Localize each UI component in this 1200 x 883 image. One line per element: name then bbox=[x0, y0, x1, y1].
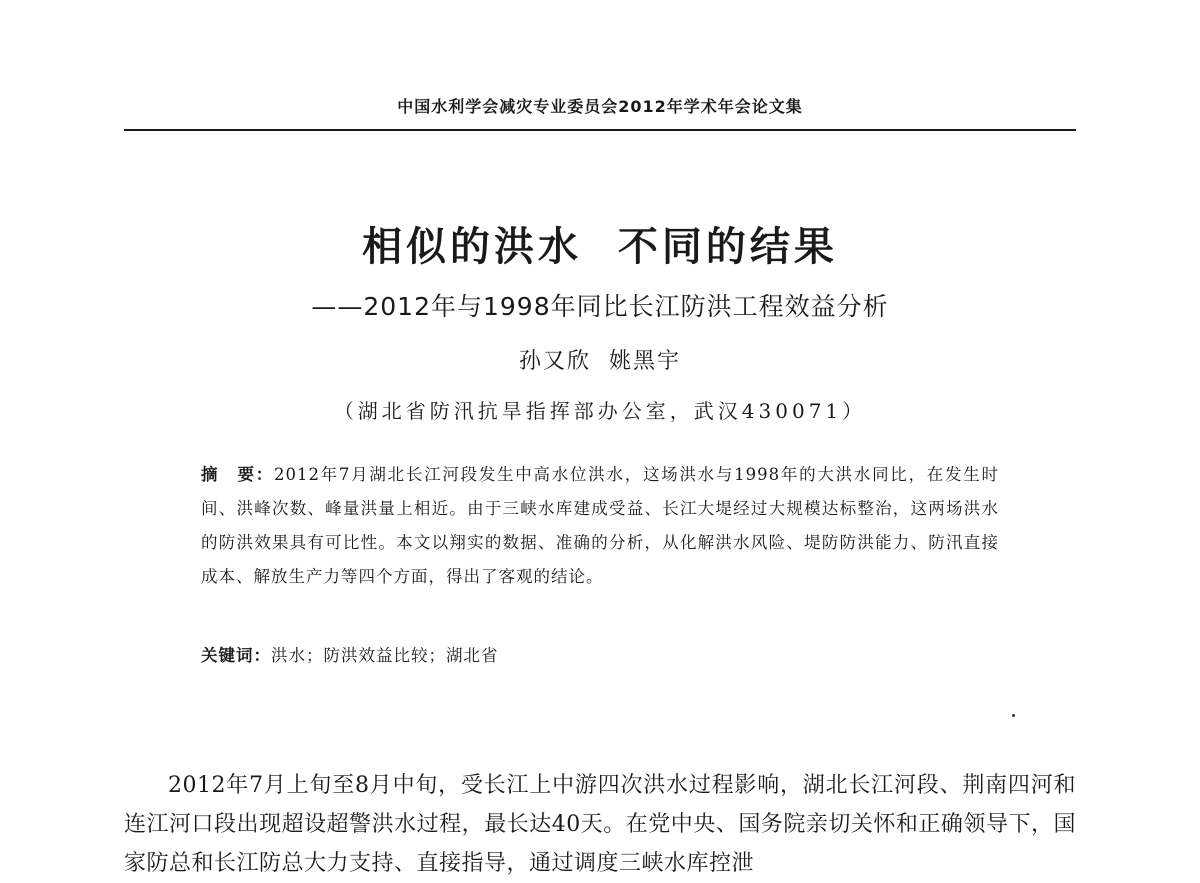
keywords bbox=[201, 643, 999, 669]
abstract-label: 摘 要： bbox=[201, 465, 274, 484]
header-rule bbox=[124, 129, 1076, 131]
running-header: 中国水利学会减灾专业委员会2012年学术年会论文集 bbox=[397, 97, 803, 116]
keywords-label: 关键词： bbox=[201, 646, 271, 665]
authors: 孙又欣 姚黑宇 bbox=[519, 349, 681, 374]
affiliation: （湖北省防汛抗旱指挥部办公室，武汉430071） bbox=[333, 399, 867, 423]
body-paragraph: 2012年7月上旬至8月中旬，受长江上中游四次洪水过程影响，湖北长江河段、荆南四河和连江河口段出现超设超警洪水过程，最长达40天。在党中央、国务院亲切关怀和正确领导下，国家防总和长江防总大力支持、直接指导，通过调度三峡水库控泄 bbox=[124, 773, 1076, 876]
paper-title: 相似的洪水 不同的结果 bbox=[362, 224, 838, 270]
keywords-text: 洪水；防洪效益比较；湖北省 bbox=[271, 646, 499, 665]
scan-dot bbox=[1012, 714, 1015, 717]
abstract bbox=[201, 458, 999, 594]
paper-subtitle: ——2012年与1998年同比长江防洪工程效益分析 bbox=[311, 292, 889, 321]
abstract-text: 2012年7月湖北长江河段发生中高水位洪水，这场洪水与1998年的大洪水同比，在发生时间、洪峰次数、峰量洪量上相近。由于三峡水库建成受益、长江大堤经过大规模达标整治，这两场洪水的防洪效果具有可比性。本文以翔实的数据、准确的分析，从化解洪水风险、堤防防洪能力、防汛直接成本、解放生产力等四个方面，得出了客观的结论。 bbox=[201, 465, 999, 586]
abstract-paragraph bbox=[201, 458, 999, 594]
